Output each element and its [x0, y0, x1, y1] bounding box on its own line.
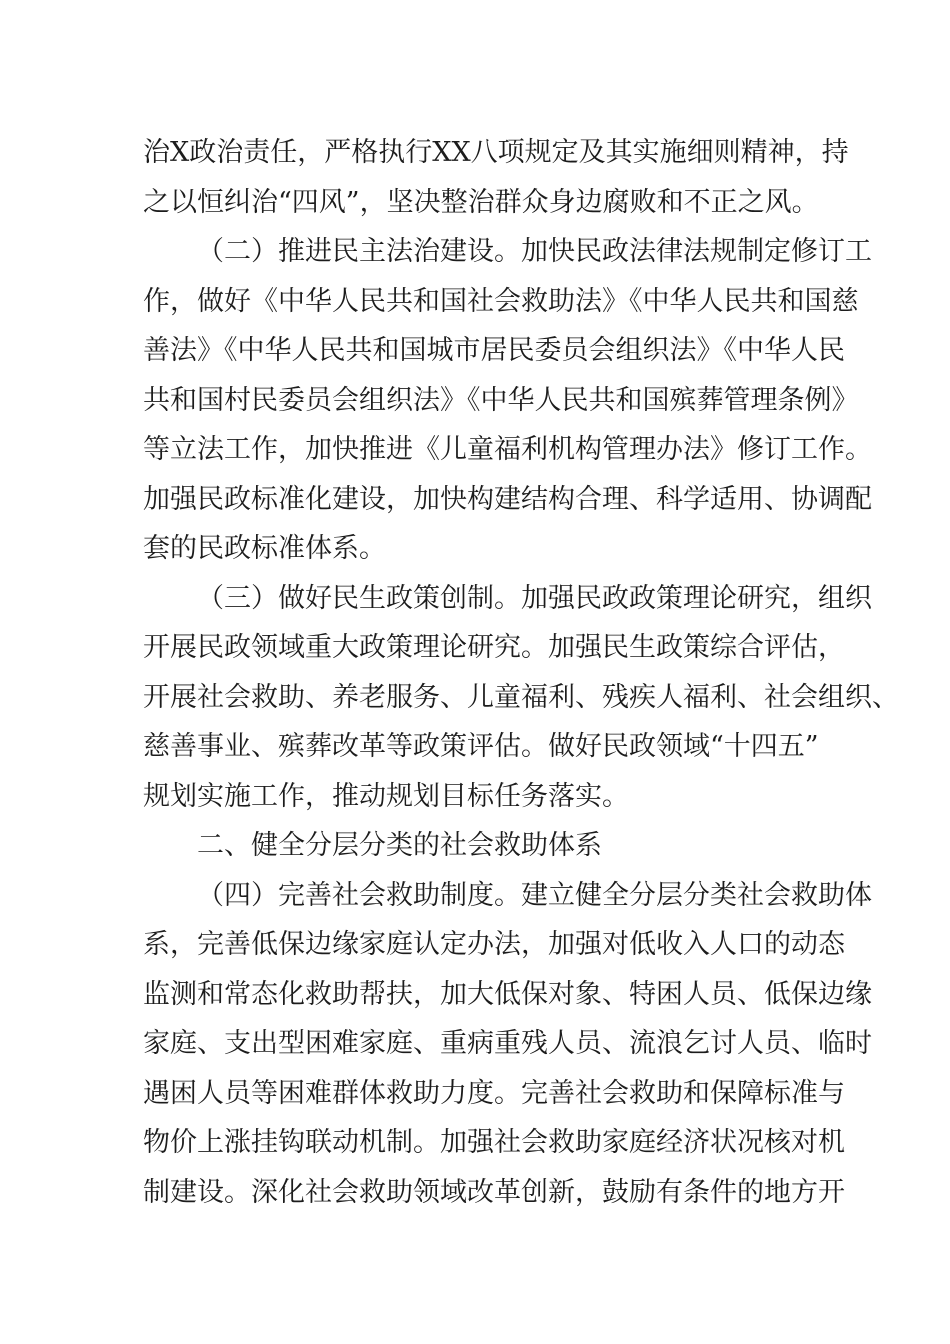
- text-line: 开展社会救助、养老服务、儿童福利、残疾人福利、社会组织、: [143, 682, 899, 713]
- text-line: 之以恒纠治“四风”，坚决整治群众身边腐败和不正之风。: [143, 187, 819, 218]
- text-line: 善法》《中华人民共和国城市居民委员会组织法》《中华人民: [143, 335, 845, 366]
- text-line: 治X政治责任，严格执行XX八项规定及其实施细则精神，持: [143, 137, 849, 168]
- text-line: 开展民政领域重大政策理论研究。加强民生政策综合评估，: [143, 632, 845, 663]
- section-heading: 二、健全分层分类的社会救助体系: [197, 830, 602, 861]
- text-line: 加强民政标准化建设，加快构建结构合理、科学适用、协调配: [143, 484, 872, 515]
- text-line: 物价上涨挂钩联动机制。加强社会救助家庭经济状况核对机: [143, 1127, 845, 1158]
- text-line: 规划实施工作，推动规划目标任务落实。: [143, 781, 629, 812]
- paragraph-start-line: （三）做好民生政策创制。加强民政政策理论研究，组织: [197, 583, 872, 614]
- text-line: 慈善事业、殡葬改革等政策评估。做好民政领域“十四五”: [143, 731, 819, 762]
- paragraph-start-line: （四）完善社会救助制度。建立健全分层分类社会救助体: [197, 880, 872, 911]
- text-line: 家庭、支出型困难家庭、重病重残人员、流浪乞讨人员、临时: [143, 1028, 872, 1059]
- text-line: 系，完善低保边缘家庭认定办法，加强对低收入人口的动态: [143, 929, 845, 960]
- paragraph-start-line: （二）推进民主法治建设。加快民政法律法规制定修订工: [197, 236, 872, 267]
- text-line: 套的民政标准体系。: [143, 533, 386, 564]
- text-line: 制建设。深化社会救助领域改革创新，鼓励有条件的地方开: [143, 1177, 845, 1208]
- text-line: 等立法工作，加快推进《儿童福利机构管理办法》修订工作。: [143, 434, 872, 465]
- text-line: 作，做好《中华人民共和国社会救助法》《中华人民共和国慈: [143, 286, 859, 317]
- text-line: 监测和常态化救助帮扶，加大低保对象、特困人员、低保边缘: [143, 979, 872, 1010]
- text-line: 共和国村民委员会组织法》《中华人民共和国殡葬管理条例》: [143, 385, 859, 416]
- text-line: 遇困人员等困难群体救助力度。完善社会救助和保障标准与: [143, 1078, 845, 1109]
